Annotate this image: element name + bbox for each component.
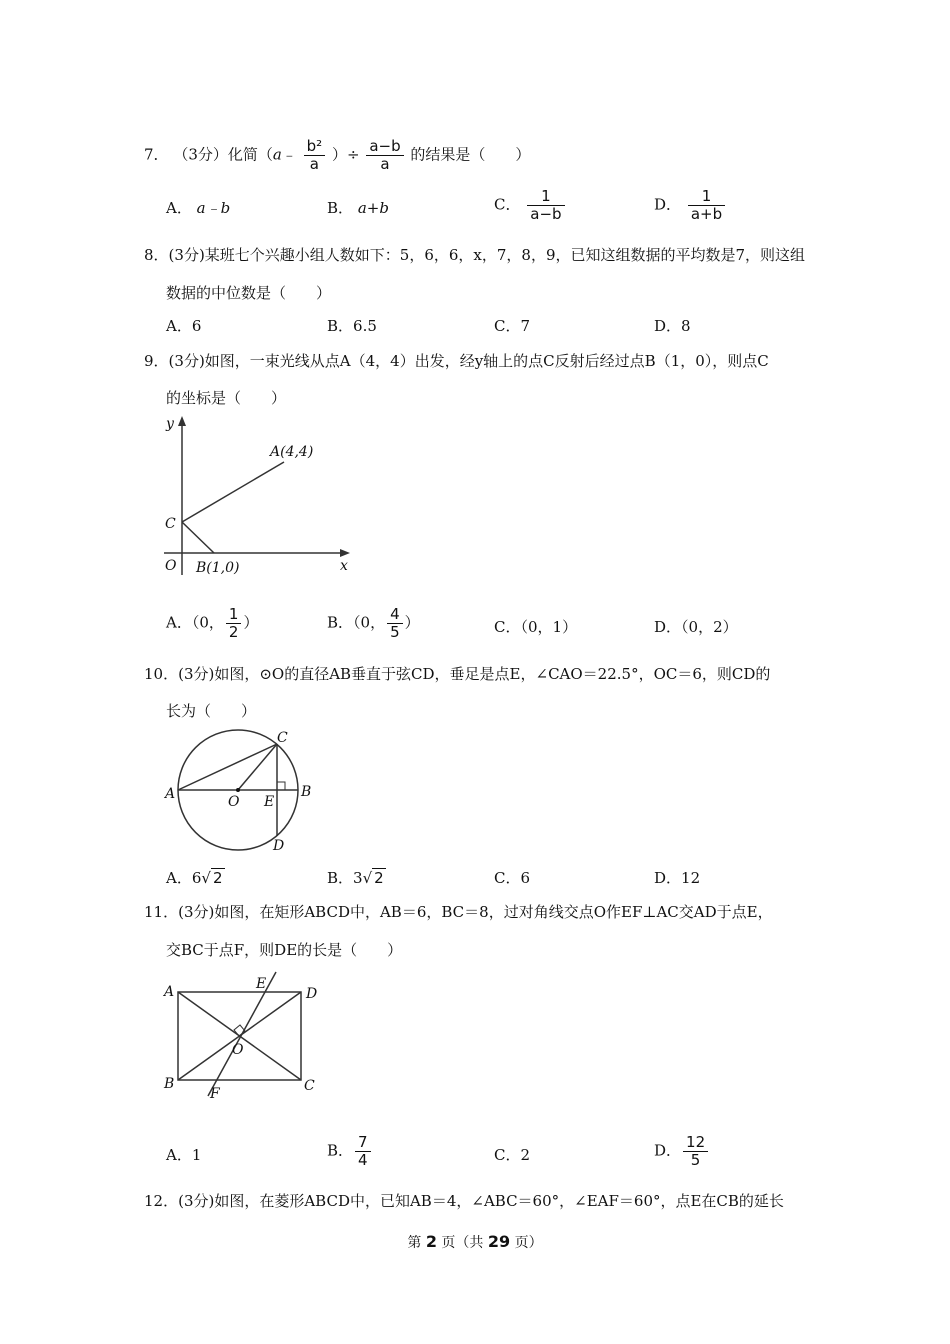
q10-label-c: C: [277, 730, 288, 746]
q10-center-dot: [236, 788, 240, 792]
q11-stem-line-2: 交BC于点F，则DE的长是（ ）: [166, 941, 403, 959]
q9-label-a: A(4,4): [270, 444, 314, 460]
q9-stem-line-1: 9．(3分)如图，一束光线从点A（4，4）出发，经y轴上的点C反射后经过点B（1，0），则点C: [144, 352, 769, 370]
q11-label-d: D: [306, 986, 318, 1002]
q9-option-b: B．（0， $\frac{4}{5}$ ）: [327, 605, 420, 641]
page-footer: 第 2 页（共 29 页）: [407, 1232, 543, 1251]
q7-option-d: D． $\frac{1}{a+b}$: [654, 188, 727, 223]
q11-label-f: F: [210, 1086, 220, 1102]
q7-fraction-1: $\frac{\text{b²}}{a}$: [304, 138, 326, 173]
q7-option-a: A． a﹣b: [166, 199, 231, 217]
q9-x-arrow: [340, 549, 350, 557]
q8-option-c: C．7: [494, 317, 531, 335]
q8-option-d: D．8: [654, 317, 691, 335]
q7-fraction-2: $\frac{a-b}{a}$: [366, 138, 403, 173]
q9-label-y: y: [166, 416, 174, 432]
q9-option-d: D．（0，2）: [654, 618, 738, 636]
q9-ray-cb: [182, 522, 214, 553]
q11-label-c: C: [304, 1078, 315, 1094]
q8-stem-line-2: 数据的中位数是（ ）: [166, 284, 332, 302]
q9-label-x: x: [340, 558, 348, 574]
q10-option-d: D．12: [654, 869, 701, 887]
q9-label-b: B(1,0): [196, 560, 240, 576]
q12-stem-line-1: 12．(3分)如图，在菱形ABCD中，已知AB＝4，∠ABC＝60°，∠EAF＝60°，点E在CB的延长: [144, 1192, 784, 1210]
q10-segment-oc: [238, 744, 277, 790]
q9-ray-ac: [182, 462, 284, 522]
q9-label-o: O: [165, 558, 177, 574]
q10-label-d: D: [273, 838, 285, 854]
q11-stem-line-1: 11．(3分)如图，在矩形ABCD中，AB＝6，BC＝8，过对角线交点O作EF⊥AC交AD于点E，: [144, 903, 773, 921]
q9-option-a: A．（0， $\frac{1}{2}$ ）: [166, 605, 259, 641]
q9-y-arrow: [178, 416, 186, 426]
q8-stem-line-1: 8．(3分)某班七个兴趣小组人数如下：5，6，6，x，7，8，9，已知这组数据的平均数是7，则这组: [144, 246, 806, 264]
q11-label-a: A: [164, 984, 175, 1000]
q11-figure: [158, 968, 333, 1106]
q10-label-e: E: [264, 794, 275, 810]
q10-stem-line-2: 长为（ ）: [166, 702, 257, 720]
q9-option-c: C．（0，1）: [494, 618, 578, 636]
page-number: 2: [425, 1232, 437, 1251]
q8-option-b: B．6.5: [327, 317, 377, 335]
q10-label-a: A: [165, 786, 176, 802]
q10-right-angle-mark: [277, 782, 285, 790]
q11-option-c: C．2: [494, 1146, 531, 1164]
q7-stem: 7． （3分）化简（a﹣ $\frac{\text{b²}}{a}$ ）÷ $\frac{a-b}{a}$ 的结果是（ ）: [144, 137, 531, 173]
q10-stem-line-1: 10．(3分)如图，⊙O的直径AB垂直于弦CD，垂足是点E，∠CAO＝22.5°，OC＝6，则CD的: [144, 665, 771, 683]
page-total: 29: [487, 1232, 511, 1251]
q8-option-a: A．6: [166, 317, 202, 335]
q11-label-b: B: [164, 1076, 175, 1092]
q10-figure: [160, 726, 325, 856]
q9-label-c: C: [165, 516, 176, 532]
q10-label-b: B: [301, 784, 312, 800]
q11-option-a: A．1: [166, 1146, 202, 1164]
q11-option-b: B． $\frac{7}{4}$: [327, 1134, 373, 1169]
q10-label-o: O: [228, 794, 240, 810]
q11-label-o: O: [232, 1042, 244, 1058]
q10-option-b: B．3√ 2: [327, 869, 384, 887]
q7-option-c: C． $\frac{1}{a-b}$: [494, 188, 567, 223]
q11-option-d: D． $\frac{12}{5}$: [654, 1134, 710, 1169]
q11-label-e: E: [256, 976, 267, 992]
q9-figure: [158, 410, 358, 580]
q10-option-a: A．6√ 2: [166, 869, 223, 887]
q10-option-c: C．6: [494, 869, 531, 887]
q7-option-b: B． a+b: [327, 199, 389, 217]
q9-stem-line-2: 的坐标是（ ）: [166, 389, 287, 407]
